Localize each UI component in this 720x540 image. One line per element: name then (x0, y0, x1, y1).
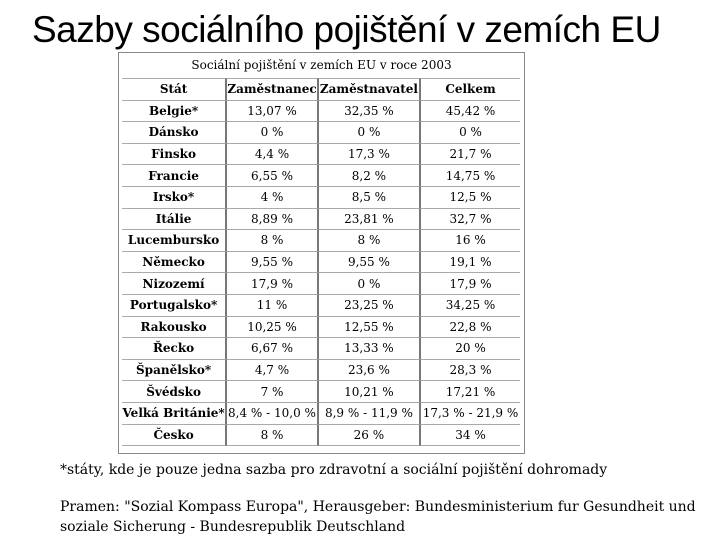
table-body (122, 78, 520, 446)
cell-total: 17,3 % - 21,9 % (421, 403, 520, 425)
cell-employer: 9,55 % (319, 252, 421, 274)
table-row (122, 360, 520, 382)
cell-employee: 4,4 % (227, 144, 319, 166)
cell-total: 32,7 % (421, 209, 520, 231)
cell-employer: 23,6 % (319, 360, 421, 382)
table-row (122, 230, 520, 252)
table-row (122, 101, 520, 123)
cell-state: Řecko (122, 338, 227, 360)
cell-state: Francie (122, 165, 227, 187)
header-cell-employer: Zaměstnavatel (319, 78, 421, 101)
cell-employee: 6,55 % (227, 165, 319, 187)
cell-employer: 23,25 % (319, 295, 421, 317)
cell-state: Švédsko (122, 381, 227, 403)
header-cell-state: Stát (122, 78, 227, 101)
cell-state: Finsko (122, 144, 227, 166)
cell-state: Německo (122, 252, 227, 274)
footnote: *státy, kde je pouze jedna sazba pro zdravotní a sociální pojištění dohromady (60, 462, 608, 478)
cell-employee: 9,55 % (227, 252, 319, 274)
insurance-table-panel (118, 52, 525, 454)
cell-employer: 8,9 % - 11,9 % (319, 403, 421, 425)
table-row (122, 187, 520, 209)
cell-total: 19,1 % (421, 252, 520, 274)
cell-employee: 10,25 % (227, 317, 319, 339)
cell-total: 20 % (421, 338, 520, 360)
cell-employee: 13,07 % (227, 101, 319, 123)
table-row (122, 165, 520, 187)
cell-employer: 10,21 % (319, 381, 421, 403)
cell-total: 45,42 % (421, 101, 520, 123)
cell-state: Irsko* (122, 187, 227, 209)
cell-employee: 8,4 % - 10,0 % (227, 403, 319, 425)
cell-total: 21,7 % (421, 144, 520, 166)
source-citation: Pramen: "Sozial Kompass Europa", Herausgeber: Bundesministerium fur Gesundheit und soziale Sicherung - Bundesrepublik Deutschland (60, 499, 696, 535)
cell-state: Belgie* (122, 101, 227, 123)
cell-employer: 17,3 % (319, 144, 421, 166)
cell-total: 16 % (421, 230, 520, 252)
table-row (122, 273, 520, 295)
cell-state: Nizozemí (122, 273, 227, 295)
cell-total: 34,25 % (421, 295, 520, 317)
cell-employer: 32,35 % (319, 101, 421, 123)
cell-total: 17,9 % (421, 273, 520, 295)
cell-employer: 23,81 % (319, 209, 421, 231)
cell-state: Lucembursko (122, 230, 227, 252)
cell-total: 17,21 % (421, 381, 520, 403)
cell-total: 14,75 % (421, 165, 520, 187)
cell-employer: 8 % (319, 230, 421, 252)
table-row (122, 295, 520, 317)
cell-state: Itálie (122, 209, 227, 231)
table-row (122, 381, 520, 403)
cell-total: 12,5 % (421, 187, 520, 209)
cell-employer: 0 % (319, 122, 421, 144)
table-header-row (122, 78, 520, 101)
table-row (122, 209, 520, 231)
cell-state: Česko (122, 425, 227, 447)
table-row (122, 403, 520, 425)
cell-employer: 8,5 % (319, 187, 421, 209)
cell-state: Dánsko (122, 122, 227, 144)
cell-employer: 13,33 % (319, 338, 421, 360)
table-row (122, 122, 520, 144)
cell-total: 0 % (421, 122, 520, 144)
header-cell-employee: Zaměstnanec (227, 78, 319, 101)
cell-employer: 8,2 % (319, 165, 421, 187)
insurance-rates-table (122, 78, 520, 446)
table-row (122, 252, 520, 274)
cell-employee: 0 % (227, 122, 319, 144)
slide-title: Sazby sociálního pojištění v zemích EU (32, 9, 661, 50)
cell-employee: 7 % (227, 381, 319, 403)
cell-employee: 6,67 % (227, 338, 319, 360)
cell-employee: 17,9 % (227, 273, 319, 295)
table-row (122, 338, 520, 360)
cell-employee: 8 % (227, 425, 319, 447)
cell-employee: 8 % (227, 230, 319, 252)
cell-employee: 4 % (227, 187, 319, 209)
cell-employer: 0 % (319, 273, 421, 295)
cell-state: Španělsko* (122, 360, 227, 382)
cell-employee: 4,7 % (227, 360, 319, 382)
cell-total: 34 % (421, 425, 520, 447)
cell-employee: 8,89 % (227, 209, 319, 231)
table-row (122, 317, 520, 339)
table-caption: Sociální pojištění v zemích EU v roce 2003 (191, 58, 452, 72)
cell-state: Rakousko (122, 317, 227, 339)
cell-total: 28,3 % (421, 360, 520, 382)
table-row (122, 425, 520, 447)
table-row (122, 144, 520, 166)
cell-employer: 12,55 % (319, 317, 421, 339)
header-cell-total: Celkem (421, 78, 520, 101)
cell-employee: 11 % (227, 295, 319, 317)
cell-employer: 26 % (319, 425, 421, 447)
cell-total: 22,8 % (421, 317, 520, 339)
cell-state: Portugalsko* (122, 295, 227, 317)
cell-state: Velká Británie* (122, 403, 227, 425)
